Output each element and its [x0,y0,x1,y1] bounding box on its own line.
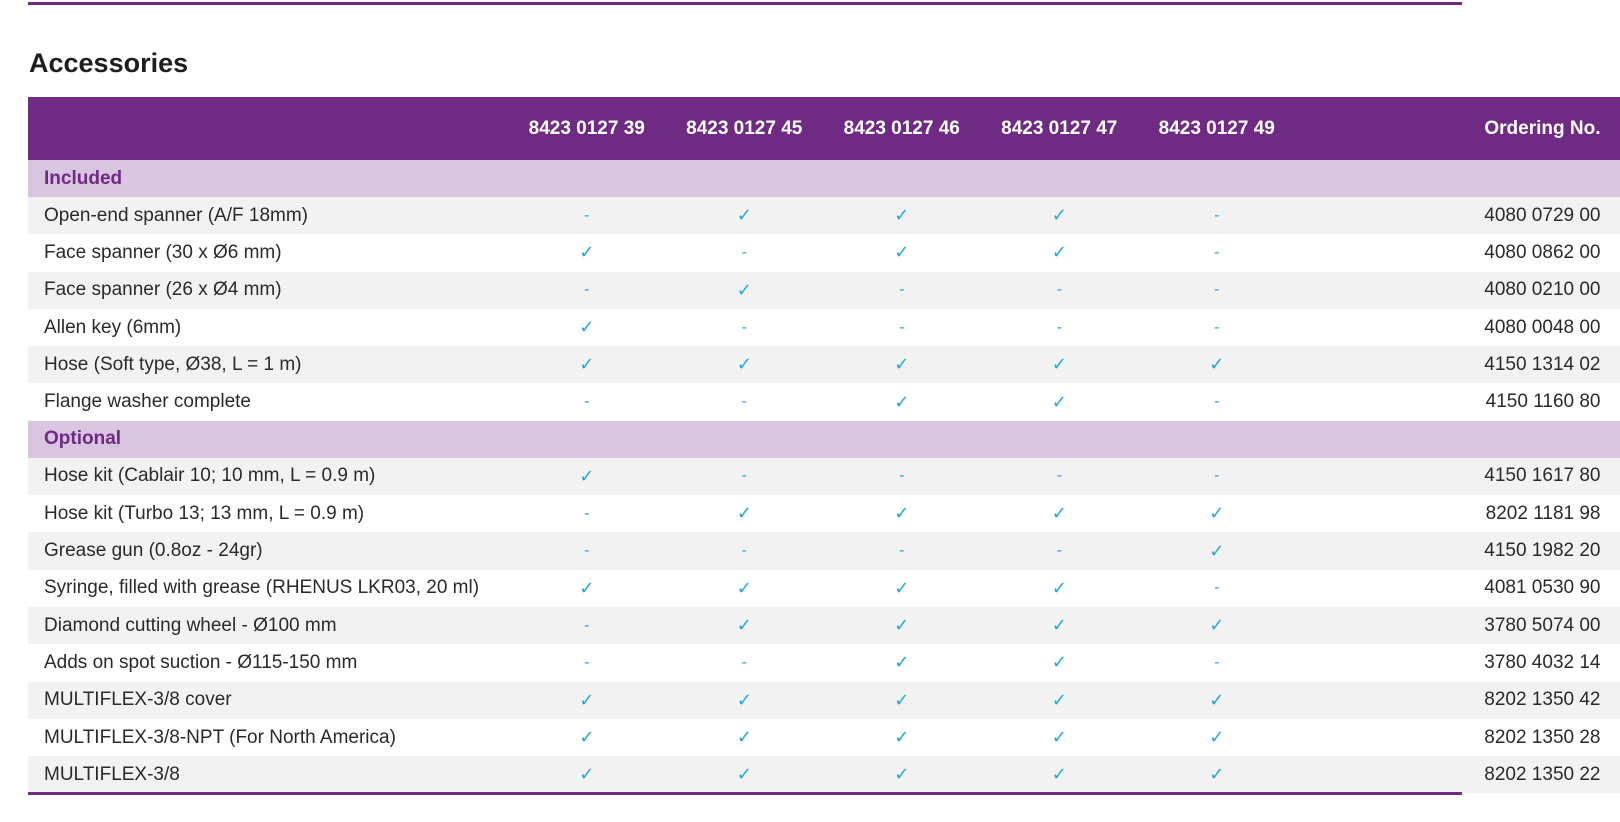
table-row [28,346,1620,383]
table-header [28,97,1620,160]
section-label: Optional [44,428,122,450]
check-icon: ✓ [579,727,595,747]
check-icon: ✓ [579,764,595,785]
dash-icon: - [1056,318,1062,336]
dash-icon: - [741,542,747,560]
table-row [28,458,1620,495]
table-row [28,682,1620,719]
accessory-name: Diamond cutting wheel - Ø100 mm [44,614,337,636]
table-row [28,234,1620,271]
accessory-name: MULTIFLEX-3/8 cover [44,689,232,711]
dash-icon: - [584,206,590,224]
check-icon: ✓ [1051,727,1067,747]
dash-icon: - [1214,206,1220,224]
column-header-item [28,97,508,160]
check-icon: ✓ [579,242,595,263]
ordering-number: 4150 1617 80 [1484,465,1601,487]
check-icon: ✓ [736,764,752,785]
ordering-number: 4080 0210 00 [1484,279,1601,301]
dash-icon: - [584,393,590,411]
check-icon: ✓ [1209,689,1225,710]
accessory-name: Adds on spot suction - Ø115-150 mm [44,651,358,673]
check-icon: ✓ [1051,652,1067,673]
dash-icon: - [584,504,590,522]
column-header-variant: 8423 0127 45 [686,117,803,139]
ordering-number: 4080 0862 00 [1484,241,1601,263]
table-row [28,756,1620,793]
check-icon: ✓ [1051,689,1067,710]
ordering-number: 3780 5074 00 [1484,614,1601,636]
check-icon: ✓ [894,205,910,226]
dash-icon: - [584,542,590,560]
table-row [28,495,1620,532]
ordering-number: 4150 1314 02 [1484,353,1601,375]
table-row [28,532,1620,569]
ordering-number: 8202 1350 42 [1484,689,1601,711]
ordering-number: 8202 1181 98 [1485,502,1601,524]
table-row [28,309,1620,346]
table-row [28,197,1620,234]
accessory-name: Hose (Soft type, Ø38, L = 1 m) [44,353,302,375]
table-row [28,570,1620,607]
dash-icon: - [1214,467,1220,485]
dash-icon: - [1056,467,1062,485]
dash-icon: - [741,243,747,261]
section-label: Included [44,167,123,189]
accessory-name: MULTIFLEX-3/8 [44,763,180,785]
ordering-number: 3780 4032 14 [1484,651,1601,673]
section-header-row [28,421,1620,458]
ordering-number: 8202 1350 22 [1484,763,1601,785]
check-icon: ✓ [736,279,752,300]
dash-icon: - [741,318,747,336]
dash-icon: - [584,616,590,634]
top-divider [28,2,1462,5]
dash-icon: - [1056,281,1062,299]
check-icon: ✓ [736,727,752,747]
check-icon: ✓ [1051,391,1067,412]
check-icon: ✓ [736,615,752,636]
check-icon: ✓ [1051,577,1067,598]
section-header-row [28,160,1620,197]
check-icon: ✓ [1051,354,1067,375]
check-icon: ✓ [736,689,752,710]
page-title: Accessories [29,48,189,78]
dash-icon: - [1214,281,1220,299]
dash-icon: - [899,318,905,336]
check-icon: ✓ [894,242,910,263]
check-icon: ✓ [579,354,595,375]
dash-icon: - [1214,653,1220,671]
check-icon: ✓ [894,354,910,375]
column-header-variant: 8423 0127 49 [1158,117,1275,139]
dash-icon: - [584,653,590,671]
dash-icon: - [1214,579,1220,597]
column-header-variant: 8423 0127 39 [528,117,645,139]
table-row [28,719,1620,756]
accessory-name: Face spanner (26 x Ø4 mm) [44,279,282,301]
dash-icon: - [741,393,747,411]
column-header-variant: 8423 0127 47 [1001,117,1118,139]
header-row [28,97,1620,160]
check-icon: ✓ [894,615,910,636]
ordering-number: 4150 1160 80 [1485,391,1601,413]
bottom-divider [28,792,1462,795]
check-icon: ✓ [894,391,910,412]
check-icon: ✓ [1209,615,1225,636]
check-icon: ✓ [1051,764,1067,785]
check-icon: ✓ [736,354,752,375]
table-row [28,272,1620,309]
check-icon: ✓ [894,652,910,673]
ordering-number: 4081 0530 90 [1484,577,1601,599]
accessory-name: Face spanner (30 x Ø6 mm) [44,241,282,263]
dash-icon: - [899,542,905,560]
dash-icon: - [1214,393,1220,411]
dash-icon: - [584,281,590,299]
check-icon: ✓ [894,503,910,524]
check-icon: ✓ [1209,503,1225,524]
dash-icon: - [1056,542,1062,560]
section-optional [28,421,1620,794]
column-header-ordering-no: Ordering No. [1484,117,1601,139]
check-icon: ✓ [1209,727,1225,747]
check-icon: ✓ [736,503,752,524]
table-row [28,607,1620,644]
ordering-number: 4080 0729 00 [1484,204,1601,226]
dash-icon: - [741,467,747,485]
dash-icon: - [899,281,905,299]
accessories-table [28,97,1620,793]
accessory-name: Hose kit (Cablair 10; 10 mm, L = 0.9 m) [44,465,376,487]
check-icon: ✓ [1209,540,1225,561]
dash-icon: - [1214,243,1220,261]
table-row [28,644,1620,681]
check-icon: ✓ [894,577,910,598]
dash-icon: - [1214,318,1220,336]
check-icon: ✓ [579,317,595,338]
accessory-name: Hose kit (Turbo 13; 13 mm, L = 0.9 m) [44,502,365,524]
check-icon: ✓ [1209,354,1225,375]
check-icon: ✓ [579,465,595,486]
check-icon: ✓ [1051,242,1067,263]
check-icon: ✓ [1051,615,1067,636]
check-icon: ✓ [894,727,910,747]
accessory-name: MULTIFLEX-3/8-NPT (For North America) [44,726,396,748]
column-header-variant: 8423 0127 46 [843,117,960,139]
check-icon: ✓ [894,764,910,785]
dash-icon: - [899,467,905,485]
accessory-name: Syringe, filled with grease (RHENUS LKR03, 20 ml) [44,577,480,599]
check-icon: ✓ [1051,503,1067,524]
section-included [28,160,1620,421]
check-icon: ✓ [579,689,595,710]
ordering-number: 4150 1982 20 [1484,540,1601,562]
dash-icon: - [741,653,747,671]
table-row [28,383,1620,420]
check-icon: ✓ [736,577,752,598]
check-icon: ✓ [736,205,752,226]
check-icon: ✓ [1209,764,1225,785]
ordering-number: 8202 1350 28 [1484,726,1601,748]
ordering-number: 4080 0048 00 [1484,316,1601,338]
check-icon: ✓ [894,689,910,710]
accessory-name: Grease gun (0.8oz - 24gr) [44,540,263,562]
accessory-name: Flange washer complete [44,391,251,413]
accessory-name: Open-end spanner (A/F 18mm) [44,204,309,226]
accessory-name: Allen key (6mm) [44,316,182,338]
check-icon: ✓ [1051,205,1067,226]
check-icon: ✓ [579,577,595,598]
